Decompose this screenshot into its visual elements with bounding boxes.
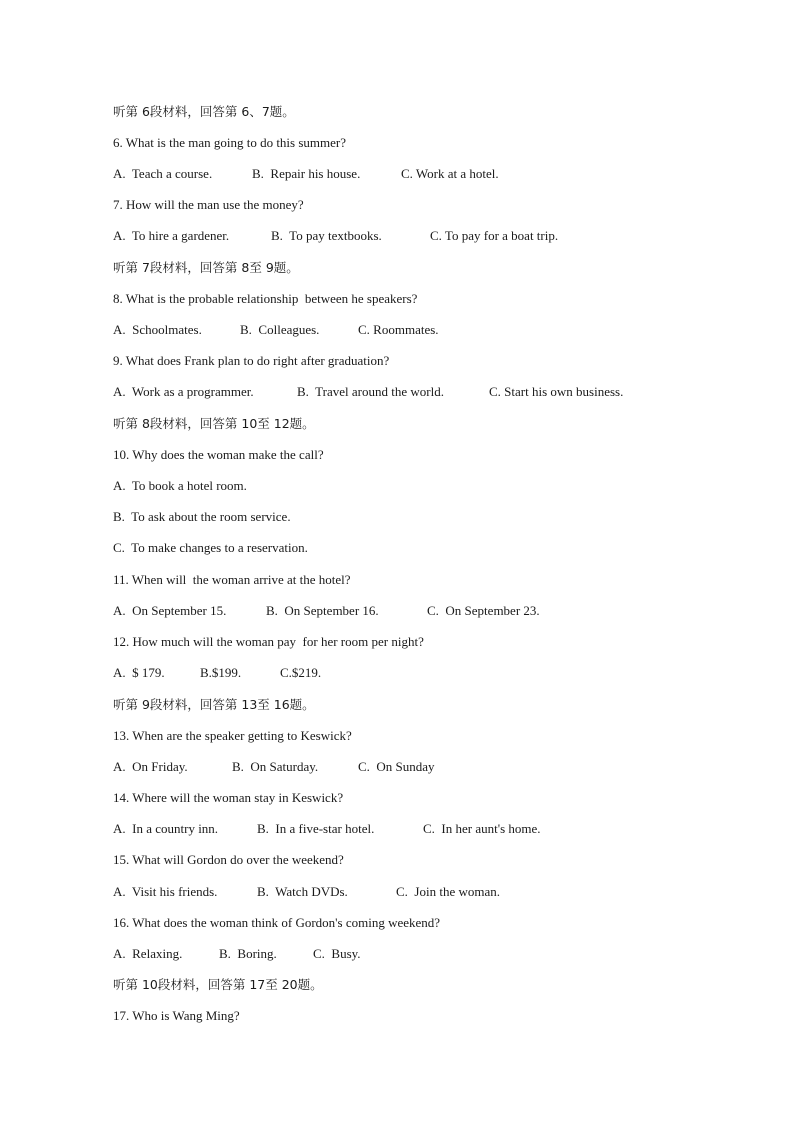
- option-c: C. Roommates.: [358, 322, 439, 337]
- option-a: A. Visit his friends.: [113, 884, 218, 899]
- option-b: B. To pay textbooks.: [271, 228, 382, 243]
- question-text: 6. What is the man going to do this summer?: [113, 135, 347, 150]
- option-a: A. Schoolmates.: [113, 322, 202, 337]
- option-a: A. To hire a gardener.: [113, 228, 230, 243]
- section-heading: 听第 9段材料，回答第 13至 16题。: [113, 697, 315, 712]
- question-text: 10. Why does the woman make the call?: [113, 447, 324, 462]
- option-c: C. Join the woman.: [396, 884, 500, 899]
- question-text: 13. When are the speaker getting to Keswick?: [113, 728, 352, 743]
- option-b: B. On Saturday.: [232, 759, 319, 774]
- option-c: C. On Sunday: [358, 759, 435, 774]
- option-a: A. On September 15.: [113, 603, 227, 618]
- question-text: 7. How will the man use the money?: [113, 197, 304, 212]
- option-c: C. To make changes to a reservation.: [113, 540, 308, 555]
- option-a: A. Teach a course.: [113, 166, 213, 181]
- option-a: A. Work as a programmer.: [113, 384, 254, 399]
- option-b: B. Boring.: [219, 946, 277, 961]
- option-c: C. In her aunt's home.: [423, 821, 541, 836]
- option-a: A. Relaxing.: [113, 946, 183, 961]
- option-c: C. To pay for a boat trip.: [430, 228, 559, 243]
- option-a: A. $ 179.: [113, 665, 165, 680]
- option-b: B. In a five-star hotel.: [257, 821, 375, 836]
- question-text: 14. Where will the woman stay in Keswick?: [113, 790, 344, 805]
- section-heading: 听第 8段材料，回答第 10至 12题。: [113, 416, 315, 431]
- option-a: A. To book a hotel room.: [113, 478, 247, 493]
- option-b: B. Travel around the world.: [297, 384, 444, 399]
- section-heading: 听第 6段材料，回答第 6、7题。: [113, 104, 295, 119]
- option-a: A. In a country inn.: [113, 821, 219, 836]
- question-text: 15. What will Gordon do over the weekend?: [113, 852, 344, 867]
- option-b: B. Colleagues.: [240, 322, 320, 337]
- option-c: C. Work at a hotel.: [401, 166, 499, 181]
- option-b: B. On September 16.: [266, 603, 379, 618]
- section-heading: 听第 10段材料，回答第 17至 20题。: [113, 977, 323, 992]
- section-heading: 听第 7段材料，回答第 8至 9题。: [113, 260, 299, 275]
- option-c: C. Start his own business.: [489, 384, 624, 399]
- question-text: 11. When will the woman arrive at the hotel?: [113, 572, 351, 587]
- option-b: B. Watch DVDs.: [257, 884, 348, 899]
- option-b: B. To ask about the room service.: [113, 509, 291, 524]
- option-c: C.$219.: [280, 665, 322, 680]
- option-c: C. On September 23.: [427, 603, 540, 618]
- option-b: B.$199.: [200, 665, 242, 680]
- question-text: 8. What is the probable relationship between he speakers?: [113, 291, 418, 306]
- option-b: B. Repair his house.: [252, 166, 361, 181]
- question-text: 17. Who is Wang Ming?: [113, 1008, 240, 1023]
- option-c: C. Busy.: [313, 946, 361, 961]
- question-text: 12. How much will the woman pay for her room per night?: [113, 634, 424, 649]
- option-a: A. On Friday.: [113, 759, 188, 774]
- question-text: 9. What does Frank plan to do right after graduation?: [113, 353, 390, 368]
- question-text: 16. What does the woman think of Gordon's coming weekend?: [113, 915, 441, 930]
